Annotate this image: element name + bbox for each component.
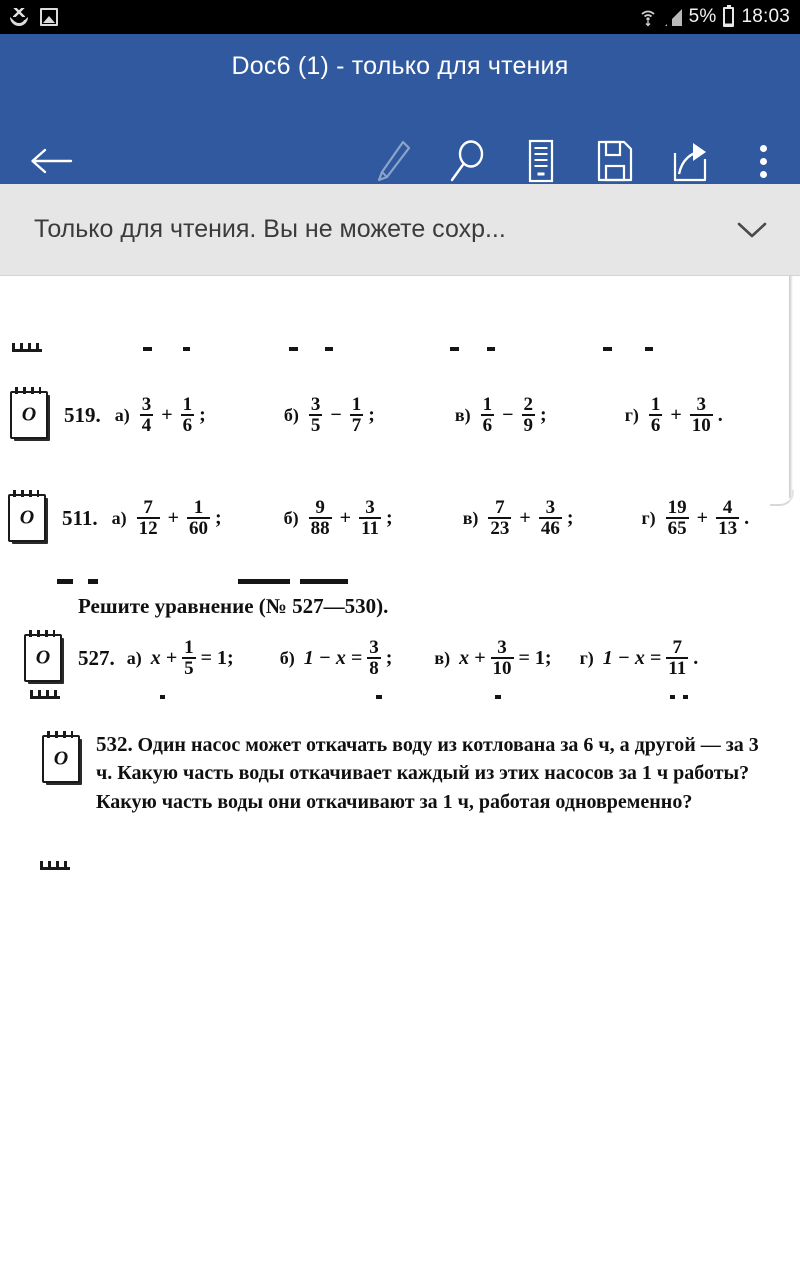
problem-519-item-g: г) $\frac{1}{6}$ + $\frac{3}{10}$ .	[624, 393, 723, 436]
fraction: $\frac{2}{9}$	[523, 393, 534, 436]
fraction: $\frac{3}{11}$	[361, 496, 380, 539]
equation-rhs: = 1;	[518, 646, 552, 669]
operator: +	[161, 403, 173, 426]
fraction: $\frac{7}{11}$	[668, 636, 687, 679]
item-letter: в)	[434, 647, 451, 668]
fraction: $\frac{1}{5}$	[184, 636, 194, 679]
fraction: $\frac{3}{8}$	[369, 636, 379, 679]
item-letter: б)	[279, 647, 295, 668]
item-letter: г)	[641, 507, 656, 528]
word-problem-body	[96, 731, 760, 816]
operator: +	[339, 506, 352, 529]
edit-pencil-button[interactable]	[356, 130, 430, 192]
problem-519-item-v: в) $\frac{1}{6}$ − $\frac{2}{9}$ ;	[454, 393, 547, 436]
document-outline-button[interactable]	[504, 130, 578, 192]
fraction: $\frac{1}{6}$	[182, 393, 193, 436]
app-header	[0, 34, 800, 184]
fraction: $\frac{1}{6}$	[650, 393, 661, 436]
equation-527-item-a	[127, 638, 234, 679]
section-heading: Решите уравнение (№ 527—530).	[78, 594, 389, 618]
clock-label: 18:03	[741, 6, 790, 27]
fraction: $\frac{3}{10}$	[492, 636, 512, 679]
fraction: $\frac{1}{60}$	[189, 496, 208, 539]
item-letter: г)	[624, 404, 639, 425]
fraction: $\frac{7}{23}$	[490, 496, 510, 539]
fraction: $\frac{4}{13}$	[718, 496, 738, 539]
fraction: $\frac{3}{5}$	[310, 393, 321, 436]
wifi-icon	[638, 7, 658, 27]
notebook-marker-icon: О	[8, 494, 46, 542]
document-title: Doc6 (1) - только для чтения	[231, 52, 569, 80]
problem-number-532: 532.	[96, 732, 133, 756]
problem-row-532	[42, 731, 772, 816]
equation-rhs: .	[693, 646, 699, 669]
equation-lhs: 1 − x =	[303, 646, 363, 669]
problem-511-item-g: г) $\frac{19}{65}$ + $\frac{4}{13}$ .	[641, 496, 750, 539]
operator: +	[670, 403, 682, 426]
operator: +	[167, 506, 179, 529]
equation-lhs: x +	[459, 646, 486, 669]
fraction: $\frac{7}{12}$	[138, 496, 158, 539]
overflow-dots-icon	[760, 145, 767, 178]
fraction: $\frac{1}{7}$	[351, 393, 362, 436]
status-bar	[0, 0, 800, 34]
read-only-notice-bar[interactable]	[0, 184, 800, 276]
save-button[interactable]	[578, 130, 652, 192]
more-options-button[interactable]	[726, 130, 800, 192]
equation-527-item-v	[434, 638, 551, 679]
equation-527-item-b	[280, 638, 393, 679]
chevron-down-icon[interactable]	[732, 210, 772, 250]
problem-511-item-b: б) $\frac{9}{88}$ + $\frac{3}{11}$ ;	[283, 496, 393, 539]
item-letter: а)	[111, 507, 127, 528]
missed-call-icon	[10, 8, 30, 26]
item-letter: в)	[454, 404, 471, 425]
equation-rhs: = 1;	[200, 646, 234, 669]
clipped-row-top	[0, 343, 800, 357]
problem-row-511	[8, 494, 749, 542]
battery-icon	[723, 7, 734, 27]
status-bar-left	[10, 8, 58, 26]
problem-number-511: 511.	[62, 505, 98, 530]
item-letter: а)	[126, 647, 142, 668]
notebook-marker-icon: О	[42, 735, 80, 783]
signal-icon	[665, 9, 682, 26]
fraction: $\frac{3}{4}$	[141, 393, 152, 436]
problem-511-item-v: в) $\frac{7}{23}$ + $\frac{3}{46}$ ;	[462, 496, 574, 539]
back-button[interactable]	[14, 130, 88, 192]
status-bar-right	[638, 6, 790, 28]
problem-number-527: 527.	[78, 645, 115, 670]
clipped-row-bottom	[0, 861, 800, 871]
operator: +	[519, 506, 531, 529]
share-button[interactable]	[652, 130, 726, 192]
page-corner-curl	[770, 490, 794, 506]
problem-519-item-b: б) $\frac{3}{5}$ − $\frac{1}{7}$ ;	[283, 393, 375, 436]
item-letter: а)	[114, 404, 130, 425]
fraction: $\frac{19}{65}$	[667, 496, 687, 539]
item-letter: б)	[283, 404, 299, 425]
item-letter: г)	[579, 647, 594, 668]
fraction: $\frac{9}{88}$	[310, 496, 330, 539]
equation-527-item-g	[580, 638, 699, 679]
search-button[interactable]	[430, 130, 504, 192]
picture-icon	[40, 8, 58, 26]
problem-row-527	[24, 634, 698, 682]
clipped-row-middle	[0, 576, 800, 587]
problem-number-519: 519.	[64, 402, 101, 427]
problem-519-item-a: а) $\frac{3}{4}$ + $\frac{1}{6}$ ;	[114, 393, 206, 436]
operator: −	[330, 403, 342, 426]
item-letter: в)	[462, 507, 479, 528]
document-viewport[interactable]	[0, 276, 800, 1280]
equation-rhs: ;	[385, 646, 393, 669]
page-edge-shadow	[789, 276, 793, 498]
notebook-marker-icon: О	[24, 634, 62, 682]
problem-511-item-a: а) $\frac{7}{12}$ + $\frac{1}{60}$ ;	[111, 496, 222, 539]
equation-lhs: 1 − x =	[602, 646, 662, 669]
operator: −	[502, 403, 514, 426]
toolbar	[0, 130, 800, 192]
fraction: $\frac{3}{10}$	[691, 393, 711, 436]
fraction: $\frac{1}{6}$	[482, 393, 493, 436]
operator: +	[696, 506, 709, 529]
fraction: $\frac{3}{46}$	[540, 496, 560, 539]
problem-row-519	[10, 391, 723, 439]
read-only-notice-text: Только для чтения. Вы не можете сохр...	[34, 215, 506, 243]
clipped-row-lower	[0, 690, 800, 702]
word-problem-text: Один насос может откачать воду из котлована за 6 ч, а другой — за 3 ч. Какую часть воды откачивает каждый из этих насосов за 1 ч работы? Какую часть воды они откачивают за 1 ч, работая одновременно?	[96, 734, 759, 813]
battery-percent-label: 5%	[688, 6, 717, 27]
notebook-marker-icon: О	[10, 391, 48, 439]
item-letter: б)	[283, 507, 299, 528]
equation-lhs: x +	[150, 646, 178, 669]
